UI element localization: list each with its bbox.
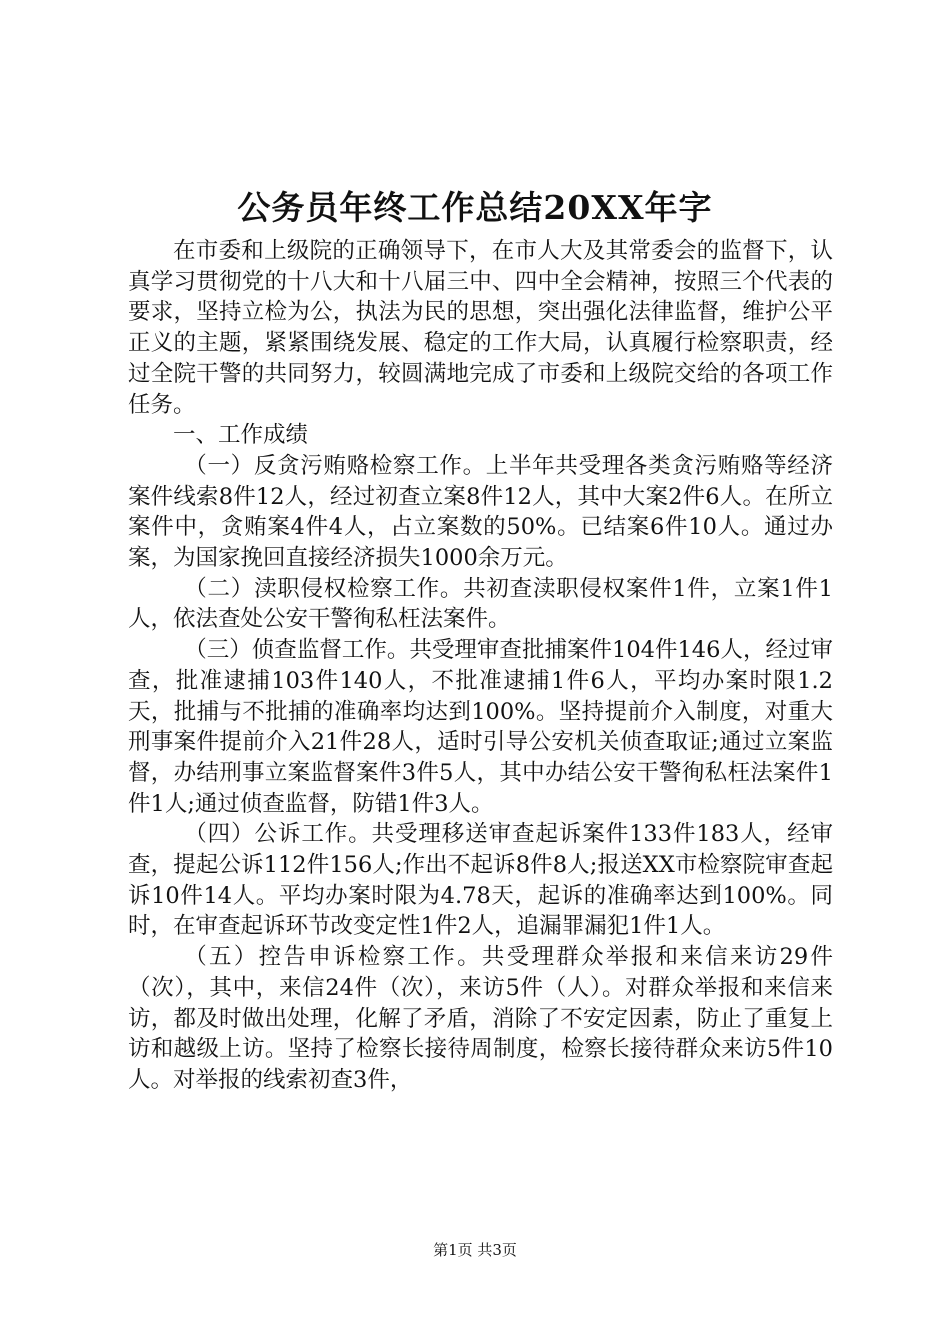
- paragraph-anti-corruption: （一）反贪污贿赂检察工作。上半年共受理各类贪污贿赂等经济案件线索8件12人，经过初查立案8件12人，其中大案2件6人。在所立案件中，贪贿案4件4人，占立案数的50%。已结案6件10人。通过办案，为国家挽回直接经济损失1000余万元。: [128, 452, 833, 572]
- section-heading: 一、工作成绩: [173, 422, 309, 449]
- paragraph-dereliction: （二）渎职侵权检察工作。共初查渎职侵权案件1件，立案1件1人，依法查处公安干警徇私枉法案件。: [128, 575, 833, 633]
- intro-paragraph: 在市委和上级院的正确领导下，在市人大及其常委会的监督下，认真学习贯彻党的十八大和十八届三中、四中全会精神，按照三个代表的要求，坚持立检为公，执法为民的思想，突出强化法律监督，维护公平正义的主题，紧紧围绕发展、稳定的工作大局，认真履行检察职责，经过全院干警的共同努力，较圆满地完成了市委和上级院交给的各项工作任务。: [128, 238, 833, 418]
- document-body: [128, 236, 833, 1096]
- paragraph-complaints: （五）控告申诉检察工作。共受理群众举报和来信来访29件（次），其中，来信24件（次），来访5件（人）。对群众举报和来信来访，都及时做出处理，化解了矛盾，消除了不安定因素，防止了重复上访和越级上访。坚持了检察长接待周制度，检察长接待群众来访5件10人。对举报的线索初查3件，: [128, 944, 833, 1093]
- paragraph-investigation-supervision: （三）侦查监督工作。共受理审查批捕案件104件146人，经过审查，批准逮捕103件140人，不批准逮捕1件6人，平均办案时限1.2天，批捕与不批捕的准确率均达到100%。坚持提前介入制度，对重大刑事案件提前介入21件28人，适时引导公安机关侦查取证;通过立案监督，办结刑事立案监督案件3件5人，其中办结公安干警徇私枉法案件1件1人;通过侦查监督，防错1件3人。: [128, 637, 833, 817]
- paragraph-prosecution: （四）公诉工作。共受理移送审查起诉案件133件183人，经审查，提起公诉112件156人;作出不起诉8件8人;报送XX市检察院审查起诉10件14人。平均办案时限为4.78天，起诉的准确率达到100%。同时，在审查起诉环节改变定性1件2人，追漏罪漏犯1件1人。: [128, 821, 833, 940]
- page-number-footer: 第1页 共3页: [433, 1241, 517, 1259]
- document-title: 公务员年终工作总结20XX年字: [237, 188, 713, 227]
